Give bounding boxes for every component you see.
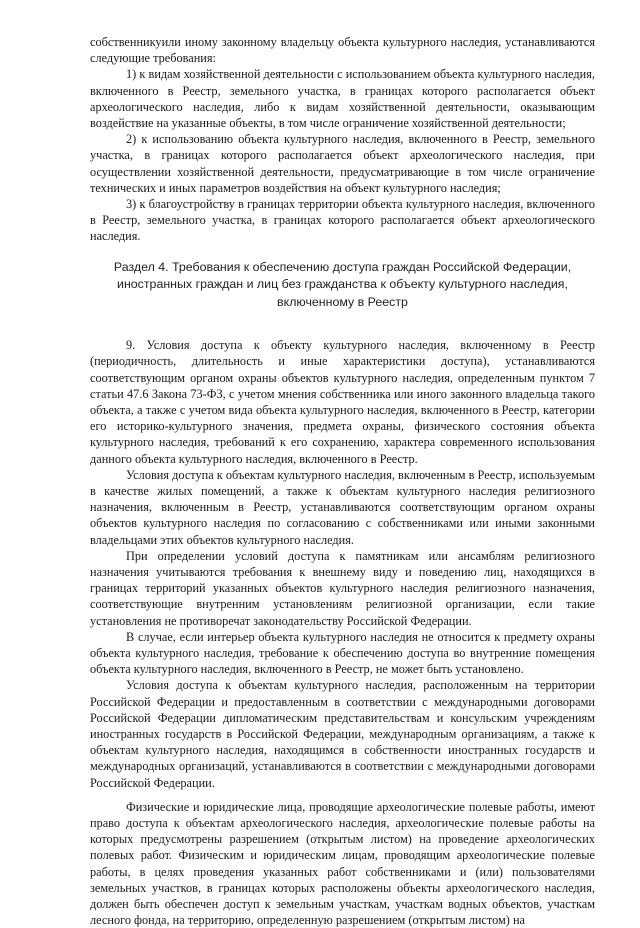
requirement-item-2: 2) к использованию объекта культурного наследия, включенного в Реестр, земельного участка, в границах которого располагается объект археологического наследия, при осуществлении хозяйственной деятельности, предусматривающие в том числе ограничение технических и иных параметров воздействия на объект культурного наследия; [90, 132, 595, 195]
requirement-item-3: 3) к благоустройству в границах территории объекта культурного наследия, включенного в Реестр, земельного участка, в границах которого располагается объект археологического наследия. [90, 197, 595, 244]
intro-paragraph: собственникуили иному законному владельцу объекта культурного наследия, устанавливаются следующие требования: [90, 35, 595, 66]
section-heading [96, 259, 589, 312]
paragraph-interior: В случае, если интерьер объекта культурного наследия не относится к предмету охраны объекта культурного наследия, требование к обеспечению доступа во внутренние помещения объекта культурного наследия, включенного в Реестр, не может быть установлено. [90, 629, 595, 677]
spacer [90, 311, 595, 337]
spacer [90, 245, 595, 259]
spacer [90, 791, 595, 799]
section-heading-line-2: иностранных граждан и лиц без гражданства к объекту культурного наследия, [117, 277, 568, 292]
section-heading-line-1: Раздел 4. Требования к обеспечению доступа граждан Российской Федерации, [113, 259, 572, 274]
paragraph-residential-religious: Условия доступа к объектам культурного наследия, включенным в Реестр, используемым в качестве жилых помещений, а также к объектам культурного наследия религиозного назначения, включенным в Реестр, устанавливаются соответствующим органом охраны объектов культурного наследия по согласованию с собственниками или иными законными владельцами этих объектов культурного наследия. [90, 467, 595, 547]
paragraph-religious-conduct: При определении условий доступа к памятникам или ансамблям религиозного назначения учитываются требования к внешнему виду и поведению лиц, находящихся в границах территорий указанных объектов культурного наследия религиозного назначения, соответствующие внутренним установлениям религиозной организации, если такие установления не противоречат законодательству Российской Федерации. [90, 548, 595, 628]
paragraph-9: 9. Условия доступа к объекту культурного наследия, включенному в Реестр (периодичность, длительность и иные характеристики доступа), устанавливаются соответствующим органом охраны объектов культурного наследия, определенным пунктом 7 статьи 47.6 Закона 73-ФЗ, с учетом мнения собственника или иного законного владельца такого объекта, а также с учетом вида объекта культурного наследия, включенного в Реестр, категории его историко-культурного значения, предмета охраны, физического состояния объекта культурного наследия, требований к его сохранению, характера современного использования данного объекта культурного наследия, включенного в Реестр. [90, 338, 595, 466]
document-body [90, 34, 595, 928]
paragraph-international: Условия доступа к объектам культурного наследия, расположенным на территории Российской Федерации и предоставленным в соответствии с международными договорами Российской Федерации дипломатическим представительствам и консульским учреждениям иностранных государств в Российской Федерации, международным организациям, а также к объектам культурного наследия, находящимся в собственности иностранных государств и международных организаций, устанавливаются в соответствии с международными договорами Российской Федерации. [90, 678, 595, 790]
requirement-item-1: 1) к видам хозяйственной деятельности с использованием объекта культурного наследия, включенного в Реестр, земельного участка, в границах которого располагается объект археологического наследия, либо к видам хозяйственной деятельности, оказывающим воздействие на указанные объекты, в том числе ограничение хозяйственной деятельности; [90, 67, 595, 131]
paragraph-archaeology: Физические и юридические лица, проводящие археологические полевые работы, имеют право доступа к объектам археологического наследия, археологические полевые работы на которых предусмотрены разрешением (открытым листом) на проведение археологических полевых работ. Физическим и юридическим лицам, проводящим археологические полевые работы, в целях проведения указанных работ собственниками и (или) пользователями земельных участков, в границах которых расположены объекты археологического наследия, должен быть обеспечен доступ к земельным участкам, участкам водных объектов, участкам лесного фонда, на территорию, определенную разрешением (открытым листом) на [90, 799, 595, 928]
section-heading-line-3: включенному в Реестр [277, 294, 408, 309]
